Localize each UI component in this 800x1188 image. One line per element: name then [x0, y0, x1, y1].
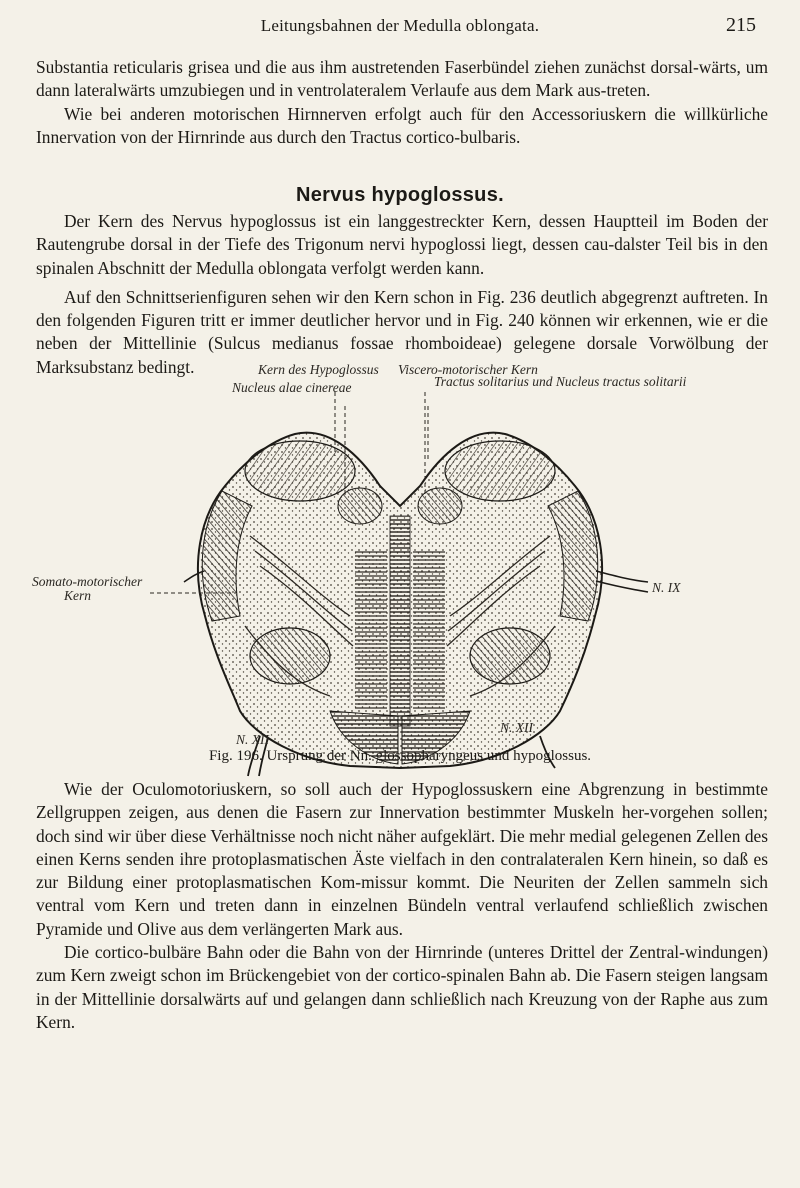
- page-number: 215: [726, 14, 756, 36]
- running-title: Leitungsbahnen der Medulla oblongata.: [260, 16, 540, 35]
- figure-caption: Fig. 196. Ursprung der Nn. glossopharyngeus und hypoglossus.: [208, 748, 592, 764]
- label-viscero-motorischer-kern: Viscero-motorischer Kern: [398, 362, 538, 377]
- label-n-xii-right: N. XII: [500, 720, 533, 735]
- label-kern-hypoglossus: Kern des Hypoglossus: [258, 362, 379, 377]
- raphe: [390, 516, 410, 726]
- label-nucleus-alae-cinereae: Nucleus alae cinereae: [232, 380, 352, 395]
- paragraph: Substantia reticularis grisea und die aus ihm austretenden Faserbündel ziehen zunächst dorsal-wärts, um dann lateralwärts umzubiegen und in ventrolateralem Verlaufe aus dem Mark aus-treten.: [36, 57, 768, 101]
- paragraph: Auf den Schnittserienfiguren sehen wir den Kern schon in Fig. 236 deutlich abgegrenzt auftreten. In den folgenden Figuren tritt er immer deutlicher hervor und in Fig. 240 können wir erkennen, wie er die neben der Mittellinie (Sulcus medianus fossae rhomboideae) gelegene dorsale Vorwölbung der Marksubstanz bedingt.: [36, 286, 768, 377]
- label-tractus-solitarius: Tractus solitarius und Nucleus tractus solitarii: [434, 374, 687, 389]
- running-head: [0, 14, 800, 42]
- figure-196: [0, 362, 800, 782]
- paragraph: Die cortico-bulbäre Bahn oder die Bahn von der Hirnrinde (unteres Drittel der Zentral-windungen) zum Kern zweigt schon im Brückengebiet von der cortico-spinalen Bahn ab. Die Fasern steigen langsam in der Mittellinie dorsalwärts auf und gelangen dann schließlich nach Kreuzung von der Raphe aus zum Kern.: [36, 942, 768, 1032]
- section-heading: Nervus hypoglossus.: [296, 184, 504, 206]
- text-block-middle: [36, 210, 768, 379]
- text-block-top: [36, 56, 768, 149]
- paragraph: Wie der Oculomotoriuskern, so soll auch der Hypoglossuskern eine Abgrenzung in bestimmte Zellgruppen zeigen, aus denen die Fasern zur Innervation bestimmter Muskeln her-vorgehen sollen; doch sind wir über diese Verhältnisse noch nicht näher aufgeklärt. Die mehr medial gelegenen Zellen des einen Kerns senden ihre protoplasmatischen Äste vielfach in den contralateralen Kern hinein, so daß es zur Bildung einer protoplasmatischen Kom-missur kommt. Die Neuriten der Zellen sammeln sich ventral vom Kern und treten dann in einzelnen Bündeln ventral verlaufend schließlich zwischen Pyramide und Olive aus dem verlängerten Mark aus.: [36, 779, 768, 939]
- paragraph: Der Kern des Nervus hypoglossus ist ein langgestreckter Kern, dessen Hauptteil im Boden der Rautengrube dorsal in der Tiefe des Trigonum nervi hypoglossi liegt, dessen cau-dalster Teil bis in den spinalen Abschnitt der Medulla oblongata verfolgt werden kann.: [36, 211, 768, 278]
- text-block-bottom: [36, 778, 768, 1034]
- label-n-ix: N. IX: [652, 580, 681, 595]
- label-somato-motorischer-kern: Kern: [64, 588, 91, 603]
- label-somato-motorischer: Somato-motorischer: [32, 574, 143, 589]
- paragraph: Wie bei anderen motorischen Hirnnerven erfolgt auch für den Accessoriuskern die willkürliche Innervation von der Hirnrinde aus durch den Tractus cortico-bulbaris.: [36, 103, 768, 147]
- label-n-xii-left: N. XII: [236, 732, 269, 747]
